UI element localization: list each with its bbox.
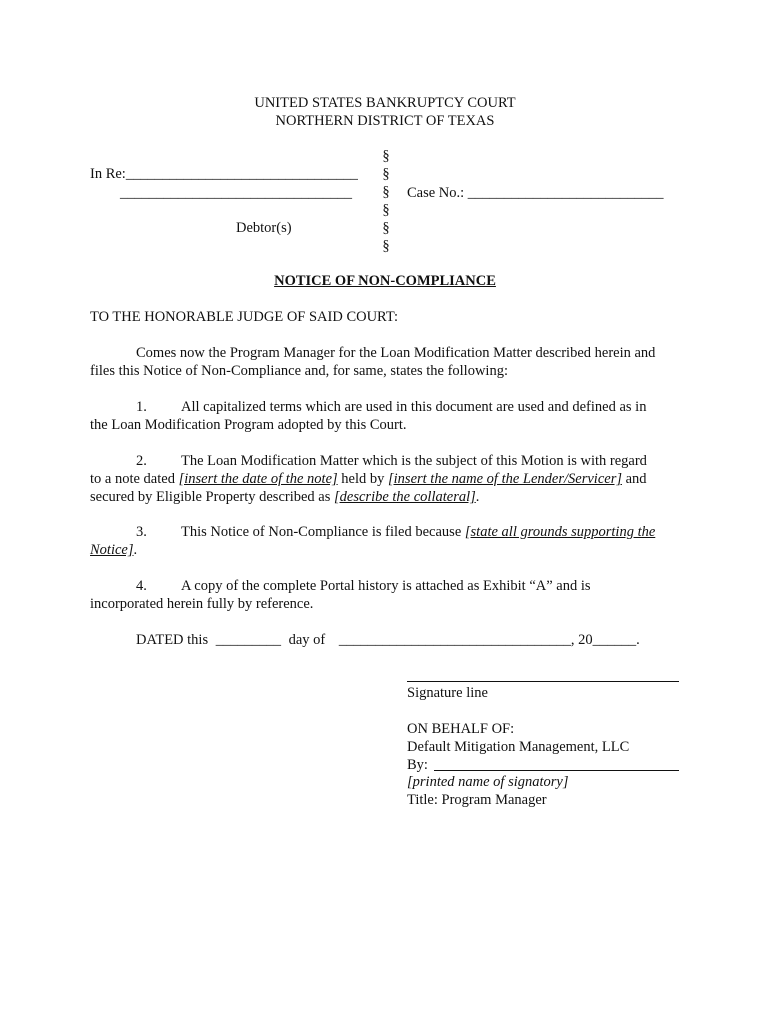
grounds-placeholder-end: Notice] bbox=[90, 542, 134, 558]
paragraph-2-line-2 bbox=[90, 470, 647, 488]
dated-line bbox=[136, 631, 640, 649]
paragraph-4-number: 4. bbox=[136, 578, 147, 594]
section-symbol: § bbox=[382, 238, 390, 254]
salutation: TO THE HONORABLE JUDGE OF SAID COURT: bbox=[90, 309, 399, 325]
signature-line-label: Signature line bbox=[407, 685, 488, 701]
note-date-placeholder: [insert the date of the note] bbox=[178, 471, 338, 487]
signature-rule bbox=[407, 681, 679, 682]
court-district: NORTHERN DISTRICT OF TEXAS bbox=[275, 113, 495, 129]
section-symbol: § bbox=[382, 202, 390, 218]
printed-name-placeholder: [printed name of signatory] bbox=[407, 774, 569, 790]
debtor-label: Debtor(s) bbox=[236, 220, 292, 236]
paragraph-3-number: 3. bbox=[136, 524, 147, 540]
on-behalf-label: ON BEHALF OF: bbox=[407, 721, 515, 737]
collateral-placeholder: [describe the collateral] bbox=[334, 489, 476, 505]
paragraph-1-line-1: All capitalized terms which are used in this document are used and defined as in bbox=[181, 399, 647, 415]
year-field: , 20______. bbox=[570, 632, 640, 648]
by-signature-rule bbox=[434, 770, 679, 771]
document-title: NOTICE OF NON-COMPLIANCE bbox=[274, 273, 496, 289]
intro-line-1: Comes now the Program Manager for the Loan Modification Matter described herein and bbox=[136, 345, 656, 361]
paragraph-1-number: 1. bbox=[136, 399, 147, 415]
paragraph-4-line-1: A copy of the complete Portal history is attached as Exhibit “A” and is bbox=[181, 578, 591, 594]
text: secured by Eligible Property described as bbox=[90, 489, 335, 505]
intro-line-2: files this Notice of Non-Compliance and, for same, states the following: bbox=[90, 363, 508, 379]
section-symbol: § bbox=[382, 220, 390, 236]
in-re-line: In Re:________________________________ bbox=[90, 166, 358, 182]
day-blank: _________ bbox=[215, 632, 281, 648]
court-name: UNITED STATES BANKRUPTCY COURT bbox=[254, 95, 516, 111]
paragraph-2-number: 2. bbox=[136, 453, 147, 469]
paragraph-2-line-1: The Loan Modification Matter which is the subject of this Motion is with regard bbox=[181, 453, 647, 469]
month-blank: ________________________________ bbox=[338, 632, 571, 648]
paragraph-2-line-3 bbox=[90, 488, 479, 506]
section-symbol: § bbox=[382, 184, 390, 200]
case-number-field: Case No.: ___________________________ bbox=[407, 185, 664, 201]
lender-placeholder: [insert the name of the Lender/Servicer] bbox=[388, 471, 622, 487]
text: . bbox=[133, 542, 138, 558]
grounds-placeholder: [state all grounds supporting the bbox=[464, 524, 656, 540]
section-symbol: § bbox=[382, 148, 390, 164]
text: . bbox=[475, 489, 480, 505]
paragraph-3-line-2 bbox=[90, 541, 137, 559]
signatory-title: Title: Program Manager bbox=[407, 792, 547, 808]
text: held by bbox=[337, 471, 389, 487]
section-symbol: § bbox=[382, 166, 390, 182]
paragraph-3-line-1 bbox=[181, 523, 655, 541]
dated-label: DATED this bbox=[136, 632, 209, 648]
paragraph-4-line-2: incorporated herein fully by reference. bbox=[90, 596, 314, 612]
text: This Notice of Non-Compliance is filed because bbox=[181, 524, 465, 540]
company-name: Default Mitigation Management, LLC bbox=[407, 739, 630, 755]
by-label: By: bbox=[407, 757, 428, 773]
day-of-label: day of bbox=[288, 632, 326, 648]
debtor-blank-line: ________________________________ bbox=[120, 185, 352, 201]
text: and bbox=[621, 471, 647, 487]
paragraph-1-line-2: the Loan Modification Program adopted by this Court. bbox=[90, 417, 407, 433]
text: to a note dated bbox=[90, 471, 179, 487]
